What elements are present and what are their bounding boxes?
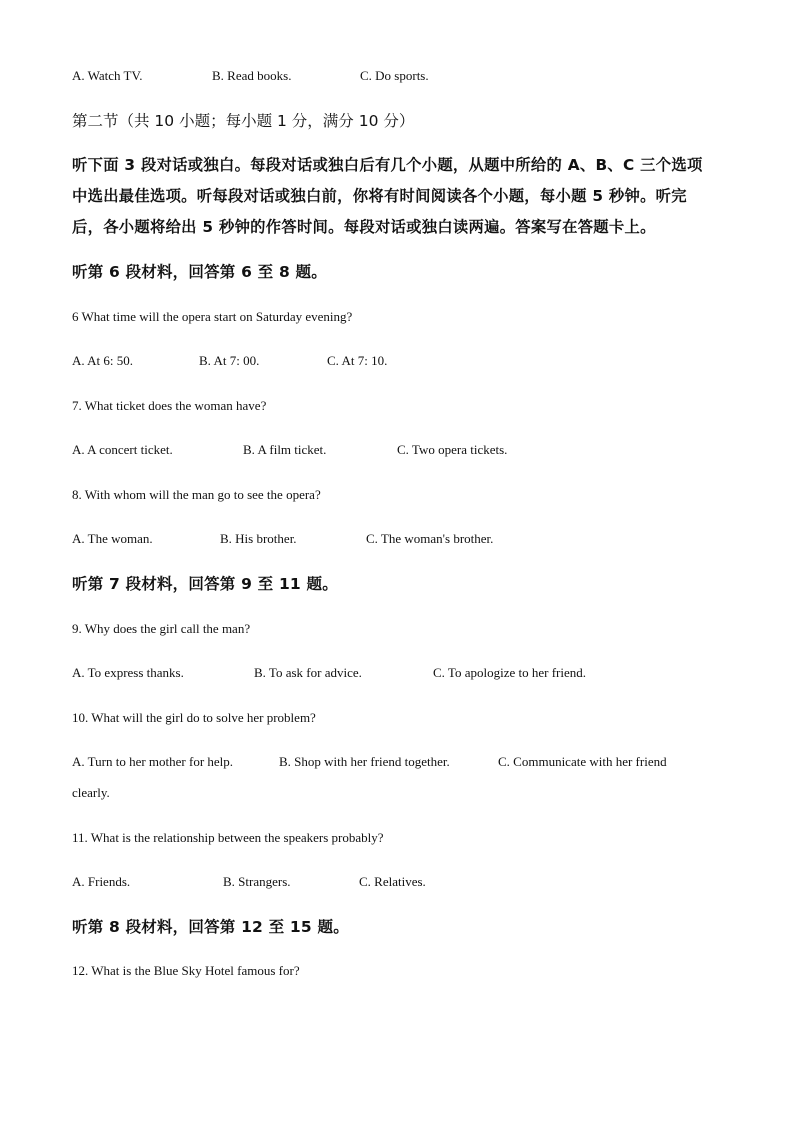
material-7-heading: 听第 7 段材料，回答第 9 至 11 题。 <box>72 575 338 593</box>
question-10: 10. What will the girl do to solve her problem? <box>72 710 316 725</box>
question-7: 7. What ticket does the woman have? <box>72 398 267 413</box>
option-a: A. Watch TV. <box>72 68 143 83</box>
option-a: A. The woman. <box>72 531 153 546</box>
option-c: C. The woman's brother. <box>366 531 494 546</box>
question-12: 12. What is the Blue Sky Hotel famous for? <box>72 963 300 978</box>
option-a: A. To express thanks. <box>72 665 184 680</box>
question-6: 6 What time will the opera start on Saturday evening? <box>72 309 353 324</box>
option-b: B. To ask for advice. <box>254 665 362 680</box>
material-8-heading: 听第 8 段材料，回答第 12 至 15 题。 <box>72 918 349 936</box>
option-b: B. Read books. <box>212 68 292 83</box>
option-c: C. Communicate with her friend <box>498 754 667 769</box>
section-title: 第二节（共 10 小题；每小题 1 分，满分 10 分） <box>72 112 415 130</box>
option-b: B. His brother. <box>220 531 297 546</box>
option-c: C. At 7: 10. <box>327 353 388 368</box>
instructions <box>72 150 724 243</box>
option-b: B. A film ticket. <box>243 442 327 457</box>
question-9: 9. Why does the girl call the man? <box>72 621 251 636</box>
question-10-option-c-continued: clearly. <box>72 785 110 800</box>
option-c: C. To apologize to her friend. <box>433 665 587 680</box>
instruction-line-1: 听下面 3 段对话或独白。每段对话或独白后有几个小题，从题中所给的 A、B、C 三个选项 <box>72 156 703 174</box>
option-b: B. At 7: 00. <box>199 353 260 368</box>
option-a: A. Turn to her mother for help. <box>72 754 234 769</box>
option-c: C. Relatives. <box>359 874 426 889</box>
option-a: A. Friends. <box>72 874 131 889</box>
option-c: C. Do sports. <box>360 68 429 83</box>
instruction-line-3: 后，各小题将给出 5 秒钟的作答时间。每段对话或独白读两遍。答案写在答题卡上。 <box>72 218 656 236</box>
instruction-line-2: 中选出最佳选项。听每段对话或独白前，你将有时间阅读各个小题，每小题 5 秒钟。听完 <box>72 187 687 205</box>
option-b: B. Strangers. <box>223 874 291 889</box>
material-6-heading: 听第 6 段材料，回答第 6 至 8 题。 <box>72 263 327 281</box>
option-c: C. Two opera tickets. <box>397 442 508 457</box>
option-a: A. At 6: 50. <box>72 353 134 368</box>
question-8: 8. With whom will the man go to see the opera? <box>72 487 321 502</box>
option-b: B. Shop with her friend together. <box>279 754 450 769</box>
question-11: 11. What is the relationship between the speakers probably? <box>72 830 384 845</box>
option-a: A. A concert ticket. <box>72 442 173 457</box>
